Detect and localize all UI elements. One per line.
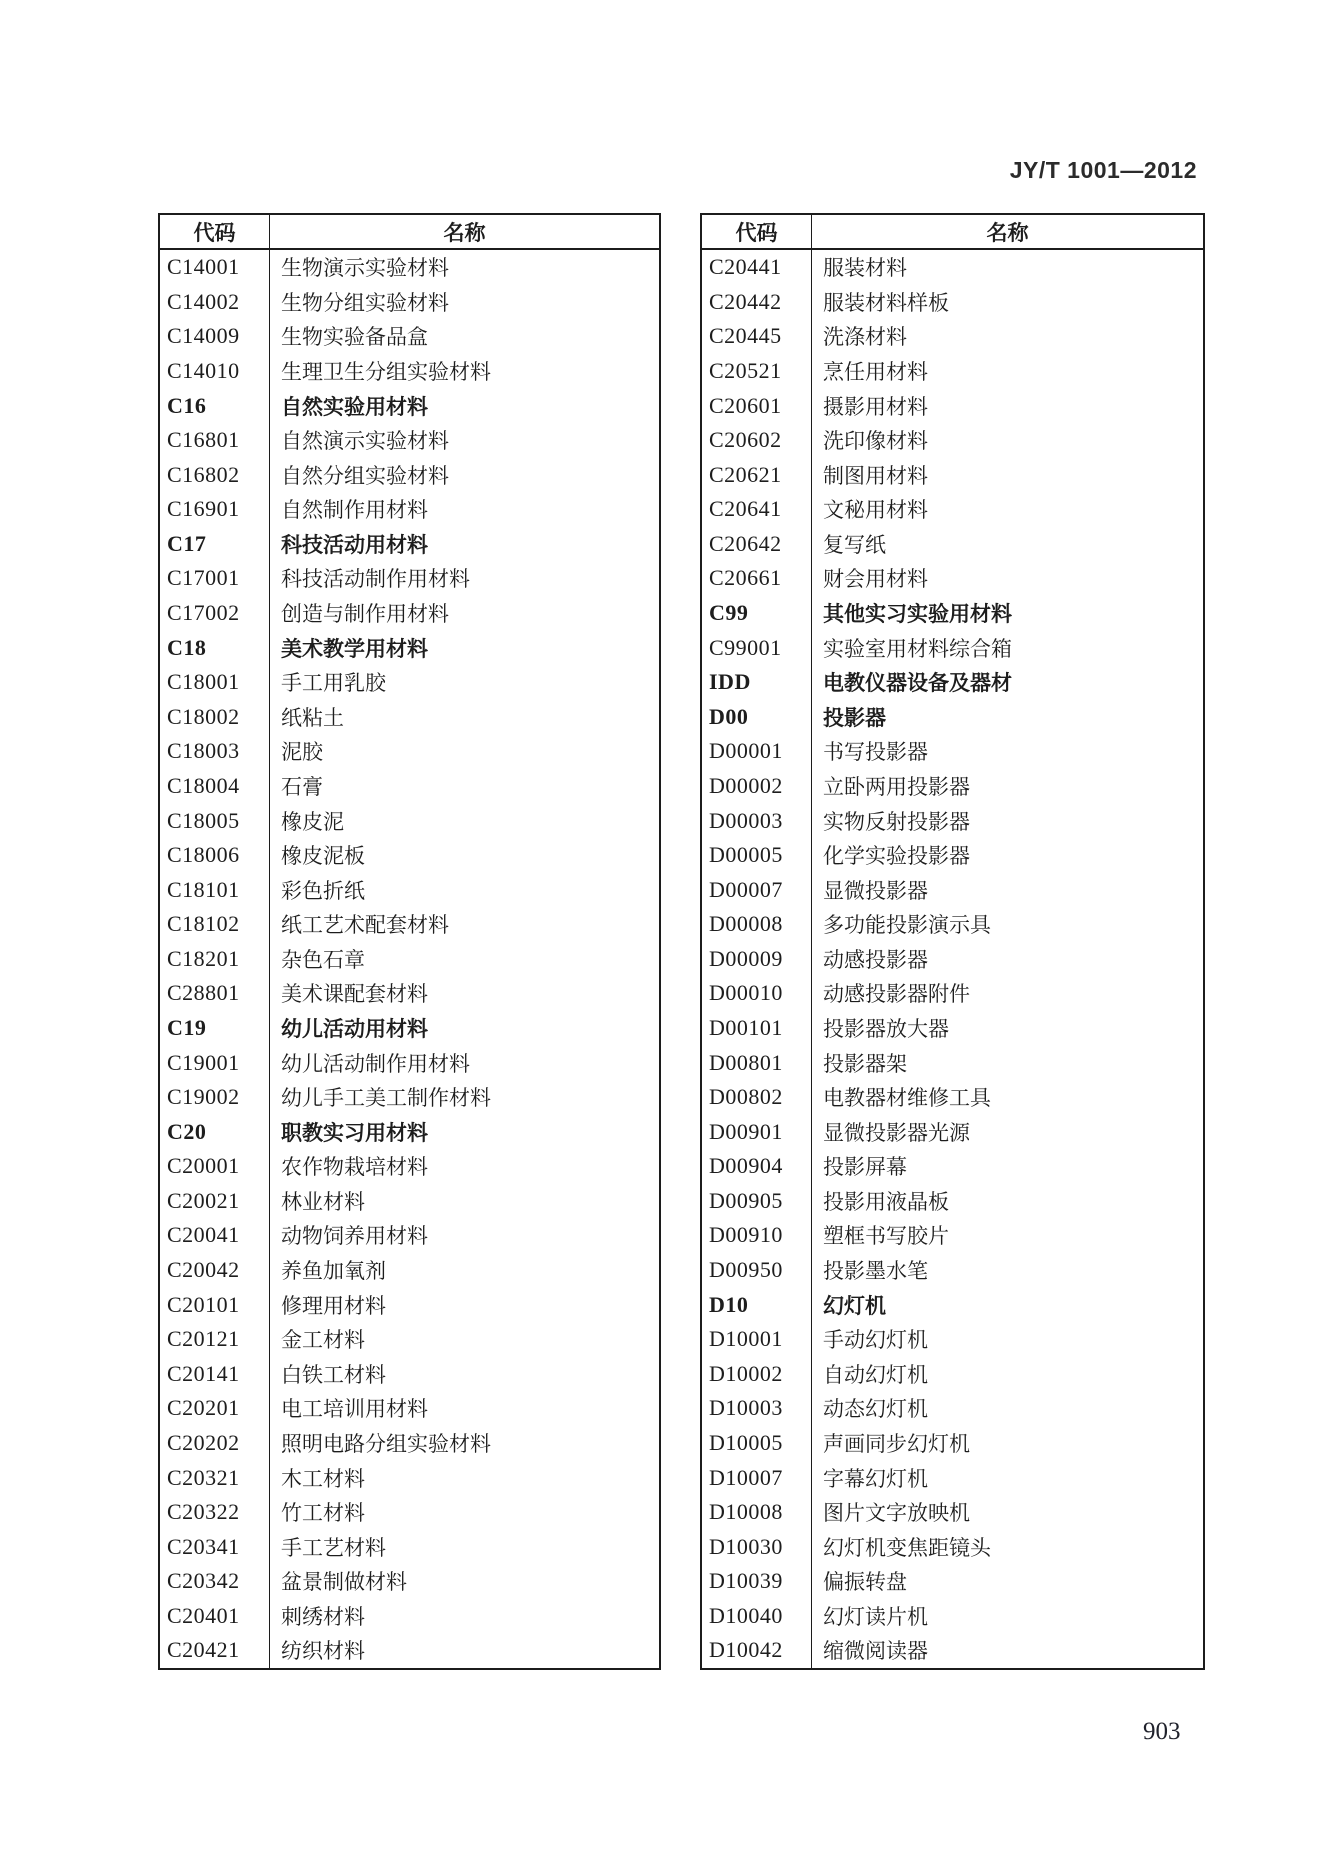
code-cell: C17002 [160, 596, 270, 631]
code-cell: D10042 [702, 1633, 812, 1668]
name-column-header: 名称 [443, 220, 486, 245]
name-cell: 电教器材维修工具 [823, 1086, 991, 1111]
table-row [160, 1495, 659, 1530]
code-cell: C20101 [160, 1287, 270, 1322]
code-cell: C18102 [160, 907, 270, 942]
name-cell: 照明电路分组实验材料 [281, 1431, 491, 1456]
code-cell: C18201 [160, 942, 270, 977]
name-cell: 泥胶 [281, 740, 323, 765]
code-cell: D10007 [702, 1460, 812, 1495]
table-header-row [160, 215, 659, 250]
name-cell: 财会用材料 [823, 567, 928, 592]
code-cell: C17001 [160, 561, 270, 596]
code-cell: D00001 [702, 734, 812, 769]
table-row [702, 1529, 1203, 1564]
code-cell: C16901 [160, 492, 270, 527]
code-cell: C19 [160, 1011, 270, 1046]
code-cell: D00002 [702, 769, 812, 804]
table-row [160, 1633, 659, 1668]
name-cell: 手工用乳胶 [281, 671, 386, 696]
table-row [160, 630, 659, 665]
table-row [702, 665, 1203, 700]
name-cell: 立卧两用投影器 [823, 774, 970, 799]
code-cell: D10001 [702, 1322, 812, 1357]
name-cell: 电工培训用材料 [281, 1397, 428, 1422]
name-cell: 盆景制做材料 [281, 1570, 407, 1595]
name-cell: 动感投影器附件 [823, 982, 970, 1007]
name-cell: 实物反射投影器 [823, 809, 970, 834]
table-row [702, 561, 1203, 596]
name-cell: 橡皮泥板 [281, 844, 365, 869]
table-row [702, 319, 1203, 354]
name-cell: 动态幻灯机 [823, 1397, 928, 1422]
table-row [160, 734, 659, 769]
table-row [160, 1114, 659, 1149]
name-cell: 幻灯机变焦距镜头 [823, 1535, 991, 1560]
code-cell: D00910 [702, 1218, 812, 1253]
code-cell: D10040 [702, 1599, 812, 1634]
table-row [702, 769, 1203, 804]
code-cell: C20201 [160, 1391, 270, 1426]
table-row [702, 250, 1203, 285]
name-cell: 杂色石章 [281, 947, 365, 972]
name-cell: 竹工材料 [281, 1501, 365, 1526]
table-header-row [702, 215, 1203, 250]
code-cell: C20602 [702, 423, 812, 458]
code-cell: C99001 [702, 630, 812, 665]
table-row [160, 561, 659, 596]
table-row [702, 1114, 1203, 1149]
code-cell: D00101 [702, 1011, 812, 1046]
name-cell: 自动幻灯机 [823, 1362, 928, 1387]
code-cell: D10 [702, 1287, 812, 1322]
name-cell: 刺绣材料 [281, 1604, 365, 1629]
name-cell: 美术课配套材料 [281, 982, 428, 1007]
code-cell: D00003 [702, 803, 812, 838]
table-row [702, 285, 1203, 320]
table-row [702, 1633, 1203, 1668]
code-cell: C20341 [160, 1529, 270, 1564]
table-row [160, 492, 659, 527]
name-cell: 服装材料 [823, 256, 907, 281]
name-cell: 白铁工材料 [281, 1362, 386, 1387]
name-cell: 多功能投影演示具 [823, 913, 991, 938]
name-cell: 自然实验用材料 [281, 394, 428, 419]
code-cell: C17 [160, 527, 270, 562]
name-cell: 复写纸 [823, 532, 886, 557]
table-row [702, 423, 1203, 458]
name-cell: 职教实习用材料 [281, 1120, 428, 1145]
code-cell: C14002 [160, 285, 270, 320]
code-cell: C20621 [702, 457, 812, 492]
name-cell: 生物实验备品盒 [281, 325, 428, 350]
code-cell: C18005 [160, 803, 270, 838]
code-cell: C20401 [160, 1599, 270, 1634]
name-cell: 幼儿手工美工制作材料 [281, 1086, 491, 1111]
code-cell: D00950 [702, 1253, 812, 1288]
code-cell: C20021 [160, 1184, 270, 1219]
name-cell: 林业材料 [281, 1189, 365, 1214]
name-cell: 手工艺材料 [281, 1535, 386, 1560]
name-cell: 金工材料 [281, 1328, 365, 1353]
table-row [160, 838, 659, 873]
name-cell: 显微投影器 [823, 878, 928, 903]
code-cell: C20442 [702, 285, 812, 320]
code-cell: C18004 [160, 769, 270, 804]
code-table-left [158, 213, 661, 1670]
table-row [160, 319, 659, 354]
code-cell: C20121 [160, 1322, 270, 1357]
name-cell: 声画同步幻灯机 [823, 1431, 970, 1456]
table-row [702, 838, 1203, 873]
code-cell: D00901 [702, 1114, 812, 1149]
code-cell: C99 [702, 596, 812, 631]
name-cell: 美术教学用材料 [281, 636, 428, 661]
code-cell: C18003 [160, 734, 270, 769]
table-row [160, 1080, 659, 1115]
code-cell: C18006 [160, 838, 270, 873]
code-cell: C20 [160, 1114, 270, 1149]
table-row [160, 1322, 659, 1357]
code-cell: C28801 [160, 976, 270, 1011]
code-cell: C20421 [160, 1633, 270, 1668]
code-cell: C18101 [160, 872, 270, 907]
code-cell: D00008 [702, 907, 812, 942]
table-row [702, 1426, 1203, 1461]
code-cell: C14010 [160, 354, 270, 389]
name-cell: 自然制作用材料 [281, 498, 428, 523]
table-row [160, 1599, 659, 1634]
table-row [702, 596, 1203, 631]
code-cell: C18 [160, 630, 270, 665]
table-row [160, 354, 659, 389]
name-cell: 自然分组实验材料 [281, 463, 449, 488]
name-cell: 动物饲养用材料 [281, 1224, 428, 1249]
table-row [160, 457, 659, 492]
table-row [702, 1322, 1203, 1357]
name-cell: 动感投影器 [823, 947, 928, 972]
name-cell: 制图用材料 [823, 463, 928, 488]
code-cell: C20441 [702, 250, 812, 285]
code-cell: C16802 [160, 457, 270, 492]
name-cell: 烹任用材料 [823, 360, 928, 385]
code-cell: D00007 [702, 872, 812, 907]
code-cell: C16801 [160, 423, 270, 458]
table-row [702, 492, 1203, 527]
table-row [160, 1391, 659, 1426]
code-cell: C20001 [160, 1149, 270, 1184]
name-cell: 电教仪器设备及器材 [823, 671, 1012, 696]
table-row [702, 1287, 1203, 1322]
name-cell: 投影墨水笔 [823, 1259, 928, 1284]
code-cell: D00 [702, 700, 812, 735]
table-row [160, 1011, 659, 1046]
name-cell: 养鱼加氧剂 [281, 1259, 386, 1284]
code-cell: C20322 [160, 1495, 270, 1530]
table-row [160, 1184, 659, 1219]
table-row [160, 1045, 659, 1080]
table-row [160, 1357, 659, 1392]
name-cell: 幻灯机 [823, 1293, 886, 1318]
table-row [160, 1564, 659, 1599]
code-cell: C14001 [160, 250, 270, 285]
name-cell: 摄影用材料 [823, 394, 928, 419]
name-cell: 创造与制作用材料 [281, 602, 449, 627]
code-cell: C14009 [160, 319, 270, 354]
table-row [702, 1218, 1203, 1253]
table-row [160, 388, 659, 423]
code-column-header: 代码 [702, 215, 812, 248]
page-number: 903 [1143, 1718, 1181, 1745]
table-row [160, 1460, 659, 1495]
name-cell: 投影屏幕 [823, 1155, 907, 1180]
code-cell: D00801 [702, 1045, 812, 1080]
name-cell: 文秘用材料 [823, 498, 928, 523]
code-cell: D10002 [702, 1357, 812, 1392]
code-cell: C20141 [160, 1357, 270, 1392]
table-body [702, 250, 1203, 1668]
name-cell: 纺织材料 [281, 1639, 365, 1664]
code-cell: C20342 [160, 1564, 270, 1599]
table-row [160, 285, 659, 320]
code-cell: C19002 [160, 1080, 270, 1115]
table-row [160, 769, 659, 804]
table-row [702, 1011, 1203, 1046]
code-cell: D10005 [702, 1426, 812, 1461]
name-cell: 字幕幻灯机 [823, 1466, 928, 1491]
name-cell: 其他实习实验用材料 [823, 602, 1012, 627]
table-row [160, 596, 659, 631]
name-cell: 实验室用材料综合箱 [823, 636, 1012, 661]
code-cell: D00005 [702, 838, 812, 873]
table-row [702, 1149, 1203, 1184]
code-cell: C20042 [160, 1253, 270, 1288]
table-body [160, 250, 659, 1668]
table-row [160, 250, 659, 285]
code-cell: C20641 [702, 492, 812, 527]
table-row [160, 1218, 659, 1253]
table-row [160, 665, 659, 700]
name-cell: 洗印像材料 [823, 429, 928, 454]
name-cell: 科技活动用材料 [281, 532, 428, 557]
code-cell: C20642 [702, 527, 812, 562]
table-row [702, 1184, 1203, 1219]
code-cell: D00904 [702, 1149, 812, 1184]
name-cell: 生物分组实验材料 [281, 290, 449, 315]
name-cell: 投影器放大器 [823, 1017, 949, 1041]
name-cell: 生理卫生分组实验材料 [281, 360, 491, 385]
name-cell: 修理用材料 [281, 1293, 386, 1318]
table-row [702, 1357, 1203, 1392]
table-row [702, 1599, 1203, 1634]
name-cell: 投影器架 [823, 1051, 907, 1076]
name-cell: 纸工艺术配套材料 [281, 913, 449, 938]
code-cell: C19001 [160, 1045, 270, 1080]
code-table-right [700, 213, 1205, 1670]
code-cell: C18001 [160, 665, 270, 700]
code-cell: D10039 [702, 1564, 812, 1599]
table-row [702, 1564, 1203, 1599]
name-cell: 幼儿活动用材料 [281, 1017, 428, 1041]
name-cell: 石膏 [281, 774, 323, 799]
code-cell: C20321 [160, 1460, 270, 1495]
name-cell: 书写投影器 [823, 740, 928, 765]
name-cell: 显微投影器光源 [823, 1120, 970, 1145]
table-row [702, 527, 1203, 562]
table-row [702, 907, 1203, 942]
name-cell: 服装材料样板 [823, 290, 949, 315]
code-cell: C20601 [702, 388, 812, 423]
code-cell: C18002 [160, 700, 270, 735]
table-row [702, 1495, 1203, 1530]
code-cell: D10030 [702, 1529, 812, 1564]
table-row [160, 700, 659, 735]
table-row [702, 388, 1203, 423]
table-row [702, 872, 1203, 907]
name-cell: 幻灯读片机 [823, 1604, 928, 1629]
name-cell: 手动幻灯机 [823, 1328, 928, 1353]
table-row [160, 942, 659, 977]
table-row [160, 872, 659, 907]
code-cell: C20521 [702, 354, 812, 389]
table-row [702, 1253, 1203, 1288]
code-cell: D10008 [702, 1495, 812, 1530]
table-row [160, 1426, 659, 1461]
code-cell: D00010 [702, 976, 812, 1011]
table-row [702, 1080, 1203, 1115]
name-cell: 科技活动制作用材料 [281, 567, 470, 592]
name-cell: 彩色折纸 [281, 878, 365, 903]
table-row [702, 630, 1203, 665]
table-row [160, 976, 659, 1011]
name-cell: 农作物栽培材料 [281, 1155, 428, 1180]
table-row [702, 700, 1203, 735]
name-cell: 纸粘土 [281, 705, 344, 730]
table-row [702, 1391, 1203, 1426]
table-row [702, 942, 1203, 977]
name-cell: 图片文字放映机 [823, 1501, 970, 1526]
name-cell: 洗涤材料 [823, 325, 907, 350]
name-cell: 偏振转盘 [823, 1570, 907, 1595]
table-row [702, 1045, 1203, 1080]
table-row [160, 907, 659, 942]
code-cell: C20661 [702, 561, 812, 596]
name-cell: 生物演示实验材料 [281, 256, 449, 281]
table-row [160, 1287, 659, 1322]
name-cell: 木工材料 [281, 1466, 365, 1491]
name-cell: 橡皮泥 [281, 809, 344, 834]
code-cell: C20202 [160, 1426, 270, 1461]
name-column-header: 名称 [986, 220, 1029, 245]
table-row [702, 803, 1203, 838]
table-row [160, 803, 659, 838]
code-cell: C20041 [160, 1218, 270, 1253]
code-cell: D10003 [702, 1391, 812, 1426]
table-row [702, 1460, 1203, 1495]
table-row [702, 457, 1203, 492]
name-cell: 缩微阅读器 [823, 1639, 928, 1664]
code-column-header: 代码 [160, 215, 270, 248]
table-row [702, 354, 1203, 389]
name-cell: 自然演示实验材料 [281, 429, 449, 454]
name-cell: 幼儿活动制作用材料 [281, 1051, 470, 1076]
table-row [702, 976, 1203, 1011]
code-cell: C20445 [702, 319, 812, 354]
table-row [160, 527, 659, 562]
name-cell: 投影器 [823, 705, 886, 730]
code-cell: D00802 [702, 1080, 812, 1115]
code-cell: D00905 [702, 1184, 812, 1219]
table-row [160, 1253, 659, 1288]
name-cell: 投影用液晶板 [823, 1189, 949, 1214]
table-row [160, 1149, 659, 1184]
name-cell: 化学实验投影器 [823, 844, 970, 869]
code-cell: D00009 [702, 942, 812, 977]
table-row [160, 1529, 659, 1564]
table-row [160, 423, 659, 458]
code-cell: C16 [160, 388, 270, 423]
code-cell: IDD [702, 665, 812, 700]
standard-number: JY/T 1001—2012 [1009, 157, 1197, 183]
table-row [702, 734, 1203, 769]
name-cell: 塑框书写胶片 [823, 1224, 949, 1249]
